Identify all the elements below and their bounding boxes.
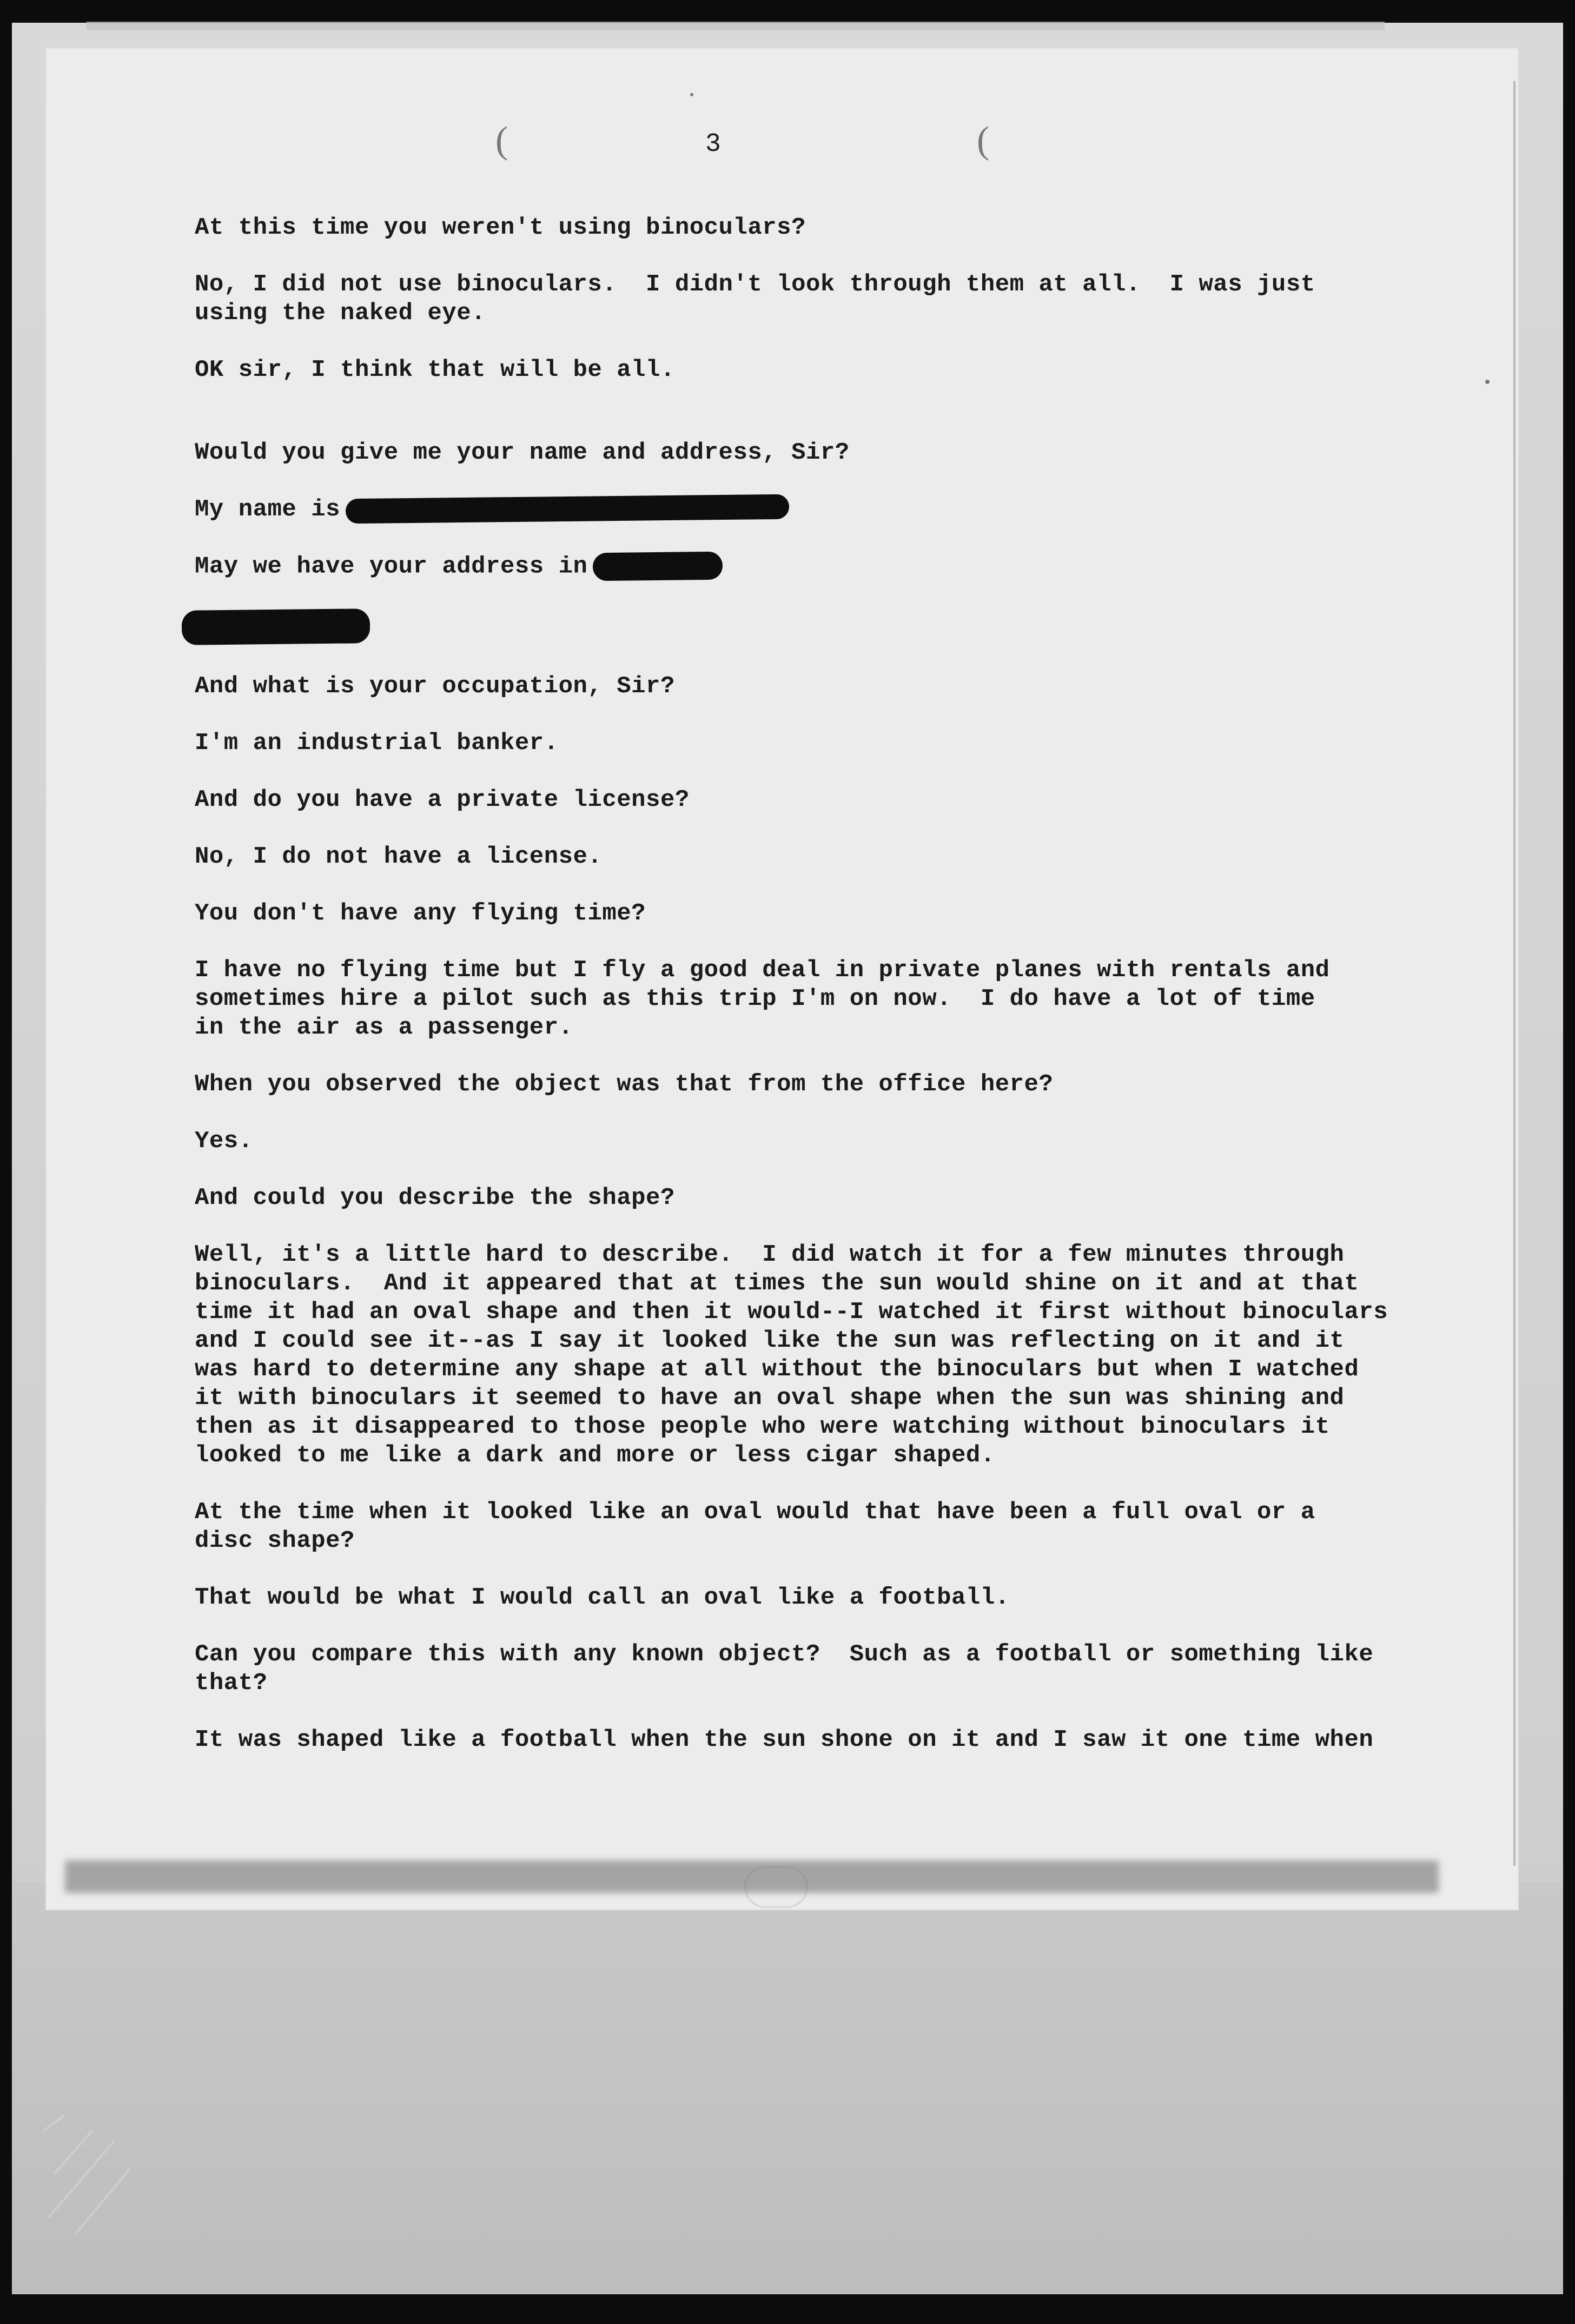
redaction-mark: [593, 552, 723, 581]
answer-license: No, I do not have a license.: [195, 843, 603, 870]
question-address: [195, 552, 1471, 581]
binder-hole-mark-left: (: [495, 120, 508, 161]
question-oval: At the time when it looked like an oval would that have been a full oval or a disc shape?: [195, 1498, 1315, 1554]
dust-speck: [1485, 380, 1490, 384]
redaction-mark: [182, 608, 370, 645]
answer-name: [195, 495, 1471, 524]
redaction-mark: [346, 494, 789, 524]
answer-oval: That would be what I would call an oval like a football.: [195, 1584, 1010, 1611]
answer-occupation: I'm an industrial banker.: [195, 729, 559, 757]
page-number: 3: [705, 130, 721, 159]
page-top-edge: [87, 22, 1385, 30]
page-bottom-shadow: [65, 1860, 1439, 1893]
answer-binoculars: No, I did not use binoculars. I didn't look through them at all. I was just using the naked eye.: [195, 271, 1315, 327]
page-right-edge: [1513, 81, 1516, 1866]
question-compare: Can you compare this with any known object? Such as a football or something like that?: [195, 1640, 1374, 1697]
question-address-text: May we have your address in: [195, 553, 588, 580]
question-license: And do you have a private license?: [195, 786, 690, 813]
question-flying-time: You don't have any flying time?: [195, 899, 646, 927]
answer-flying-time: I have no flying time but I fly a good deal in private planes with rentals and sometimes hire a pilot such as this trip I'm on now. I do have a lot of time in the air as a passenger.: [195, 956, 1330, 1041]
question-name: Would you give me your name and address, Sir?: [195, 439, 850, 466]
question-done: OK sir, I think that will be all.: [195, 356, 675, 383]
question-binoculars: At this time you weren't using binoculars?: [195, 214, 806, 241]
question-shape: And could you describe the shape?: [195, 1184, 675, 1211]
question-occupation: And what is your occupation, Sir?: [195, 672, 675, 700]
document-page: [47, 49, 1518, 1909]
film-scratch-marks: [32, 2109, 141, 2239]
question-office: When you observed the object was that from the office here?: [195, 1070, 1054, 1098]
answer-shape: Well, it's a little hard to describe. I did watch it for a few minutes through binoculars. And it appeared that at times the sun would shine on it and at that time it had an oval shape and then it would--I watched it first without binoculars and I could see it--as I say it looked like the sun was reflecting on it and it was hard to determine any shape at all without the binoculars but when I watched it with binoculars it seemed to have an oval shape when the sun was shining and then as it disappeared to those people who were watching without binoculars it looked to me like a dark and more or less cigar shaped.: [195, 1241, 1388, 1469]
transcript-body: [195, 214, 1471, 1783]
binder-hole-mark-right: (: [977, 120, 990, 161]
scan-lower-area: [12, 1882, 1563, 2293]
dust-speck: [690, 93, 693, 96]
answer-office: Yes.: [195, 1127, 253, 1155]
answer-address: [195, 610, 1471, 644]
answer-name-text: My name is: [195, 496, 341, 523]
answer-compare: It was shaped like a football when the sun shone on it and I saw it one time when: [195, 1726, 1374, 1753]
